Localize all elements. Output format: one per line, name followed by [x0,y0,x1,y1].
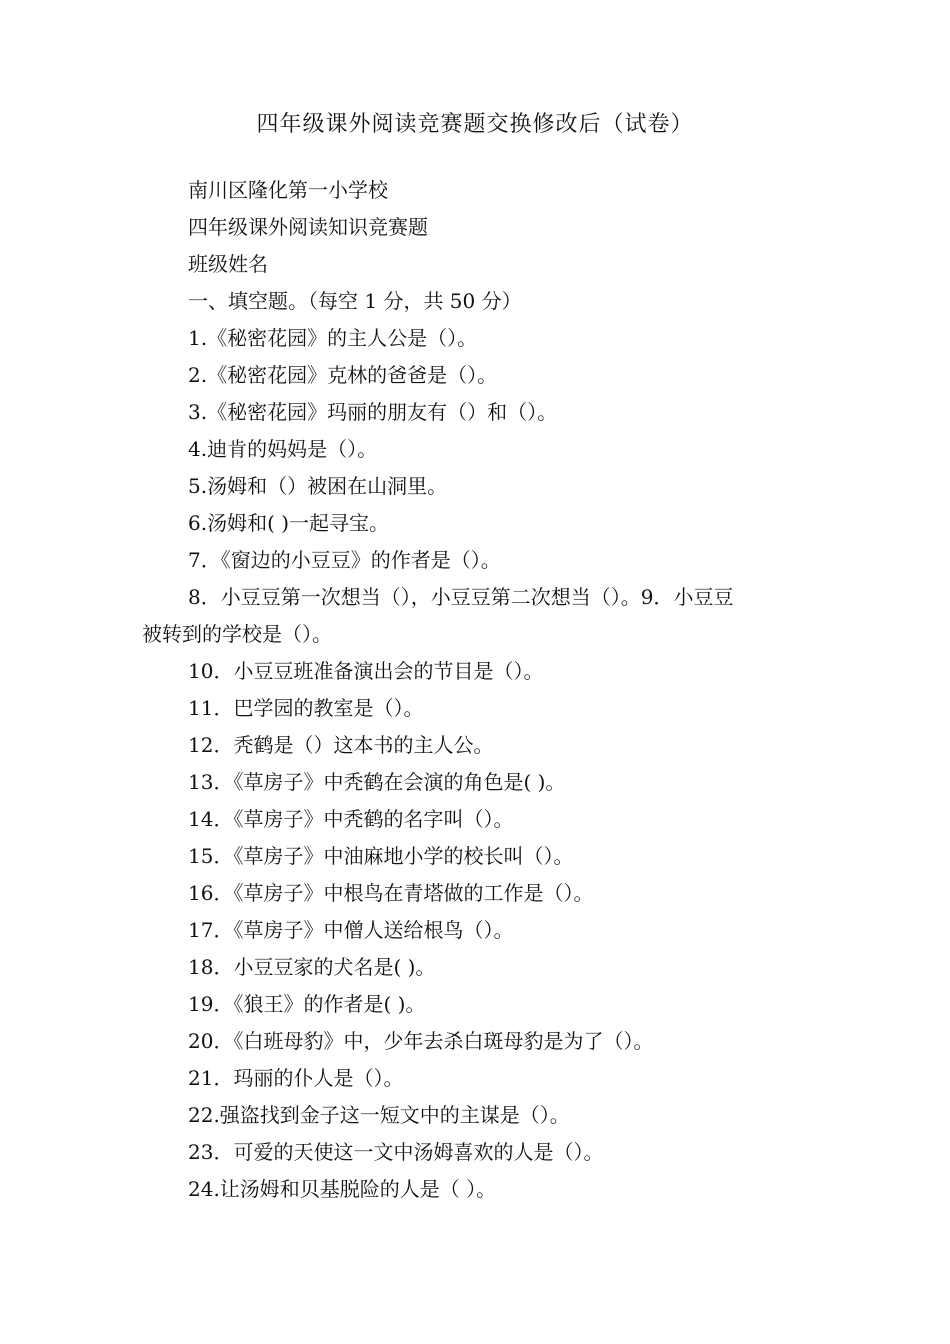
question-23: 23．可爱的天使这一文中汤姆喜欢的人是（）。 [188,1140,604,1164]
question-5: 5.汤姆和（）被困在山洞里。 [188,474,448,498]
question-18: 18．小豆豆家的犬名是( )。 [188,955,436,979]
question-8-9-line: 8．小豆豆第一次想当（），小豆豆第二次想当（）。9．小豆豆 [188,585,734,609]
question-24: 24.让汤姆和贝基脱险的人是（ ）。 [188,1177,497,1201]
question-4: 4.迪肯的妈妈是（）。 [188,437,378,461]
question-17: 17．《草房子》中僧人送给根鸟（）。 [188,918,514,942]
question-2: 2.《秘密花园》克林的爸爸是（）。 [188,363,498,387]
question-20: 20．《白班母豹》中，少年去杀白斑母豹是为了（）。 [188,1029,654,1053]
question-11: 11．巴学园的教室是（）。 [188,696,424,720]
competition-title: 四年级课外阅读知识竞赛题 [188,215,428,239]
question-9-continuation: 被转到的学校是（）。 [142,622,332,646]
section-heading: 一、填空题。（每空 1 分，共 50 分） [188,289,522,313]
document-title: 四年级课外阅读竞赛题交换修改后（试卷） [256,112,694,137]
question-19: 19．《狼王》的作者是( )。 [188,992,426,1016]
question-10: 10．小豆豆班准备演出会的节目是（）。 [188,659,544,683]
question-7: 7．《窗边的小豆豆》的作者是（）。 [188,548,501,572]
question-12: 12．秃鹤是（）这本书的主人公。 [188,733,494,757]
document-body [142,172,822,1208]
question-3: 3.《秘密花园》玛丽的朋友有（）和（）。 [188,400,558,424]
question-6: 6.汤姆和( )一起寻宝。 [188,511,390,535]
question-16: 16．《草房子》中根鸟在青塔做的工作是（）。 [188,881,594,905]
school-name: 南川区隆化第一小学校 [188,178,388,202]
question-14: 14．《草房子》中秃鹤的名字叫（）。 [188,807,514,831]
question-22: 22.强盗找到金子这一短文中的主谋是（）。 [188,1103,570,1127]
question-21: 21．玛丽的仆人是（）。 [188,1066,404,1090]
question-1: 1.《秘密花园》的主人公是（）。 [188,326,478,350]
student-info-line: 班级姓名 [188,252,268,276]
question-15: 15．《草房子》中油麻地小学的校长叫（）。 [188,844,574,868]
question-13: 13．《草房子》中秃鹤在会演的角色是( )。 [188,770,566,794]
